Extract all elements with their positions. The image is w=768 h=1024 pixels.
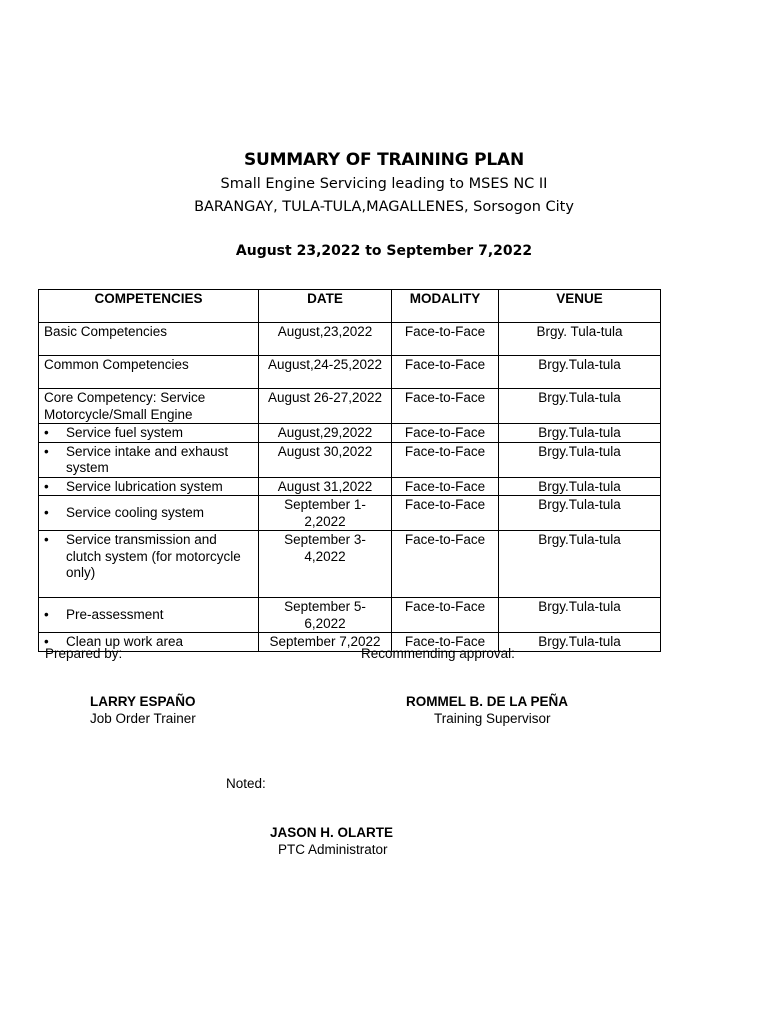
date-cell: September 1-2,2022 [259,496,392,531]
document-location: BARANGAY, TULA-TULA,MAGALLENES, Sorsogon City [194,199,574,215]
venue-cell: Brgy.Tula-tula [499,477,661,496]
venue-cell: Brgy.Tula-tula [499,496,661,531]
document-subtitle: Small Engine Servicing leading to MSES NC II [220,176,548,192]
venue-cell: Brgy.Tula-tula [499,598,661,633]
modality-cell: Face-to-Face [392,633,499,652]
venue-cell: Brgy.Tula-tula [499,424,661,443]
competency-cell: Basic Competencies [39,323,259,356]
bullet-icon: • [44,478,49,494]
venue-cell: Brgy.Tula-tula [499,442,661,477]
modality-cell: Face-to-Face [392,356,499,389]
table-row [39,442,661,477]
competency-label: Service lubrication system [66,478,223,494]
competency-cell [39,531,259,598]
table-row [39,477,661,496]
table-row [39,598,661,633]
noted-label: Noted: [226,776,266,791]
competency-label: Service cooling system [66,505,205,521]
competency-cell [39,442,259,477]
modality-cell: Face-to-Face [392,389,499,424]
bullet-icon: • [44,607,49,623]
preparer-name: LARRY ESPAÑO [90,694,196,709]
modality-cell: Face-to-Face [392,496,499,531]
preparer-role: Job Order Trainer [90,711,196,726]
date-cell: September 3-4,2022 [259,531,392,598]
competency-label: Service transmission and clutch system (for motorcycle only) [66,532,241,580]
venue-cell: Brgy.Tula-tula [499,389,661,424]
header-competencies: COMPETENCIES [39,290,259,323]
competency-cell [39,598,259,633]
table-row [39,531,661,598]
competency-label: Clean up work area [66,634,184,649]
date-cell: August,23,2022 [259,323,392,356]
competency-cell [39,496,259,531]
modality-cell: Face-to-Face [392,477,499,496]
venue-cell: Brgy.Tula-tula [499,531,661,598]
document-title: SUMMARY OF TRAINING PLAN [243,150,525,170]
table-row [39,356,661,389]
bullet-icon: • [44,443,49,459]
competency-cell: Core Competency: Service Motorcycle/Small Engine [39,389,259,424]
venue-cell: Brgy.Tula-tula [499,356,661,389]
training-plan-table [38,289,661,652]
venue-cell: Brgy.Tula-tula [499,633,661,652]
document-date-range: August 23,2022 to September 7,2022 [235,243,533,259]
date-cell: September 7,2022 [259,633,392,652]
modality-cell: Face-to-Face [392,424,499,443]
recommending-approval-label: Recommending approval: [361,646,515,661]
header-modality: MODALITY [392,290,499,323]
date-cell: August 31,2022 [259,477,392,496]
competency-cell [39,477,259,496]
date-cell: August 30,2022 [259,442,392,477]
header-date: DATE [259,290,392,323]
table-row [39,424,661,443]
date-cell: August,24-25,2022 [259,356,392,389]
recommender-name: ROMMEL B. DE LA PEÑA [406,694,569,709]
table-row [39,323,661,356]
header-venue: VENUE [499,290,661,323]
bullet-icon: • [44,425,49,440]
competency-label: Pre-assessment [66,607,164,623]
table-row [39,389,661,424]
modality-cell: Face-to-Face [392,598,499,633]
modality-cell: Face-to-Face [392,531,499,598]
modality-cell: Face-to-Face [392,442,499,477]
competency-label: Service fuel system [66,425,184,440]
prepared-by-label: Prepared by: [45,646,123,661]
noter-role: PTC Administrator [278,842,388,857]
modality-cell: Face-to-Face [392,323,499,356]
date-cell: August 26-27,2022 [259,389,392,424]
competency-cell [39,424,259,443]
competency-label: Service intake and exhaust system [66,443,229,475]
recommender-role: Training Supervisor [434,711,551,726]
bullet-icon: • [44,634,49,649]
table-header-row [39,290,661,323]
table-row [39,496,661,531]
bullet-icon: • [44,532,49,547]
date-cell: September 5-6,2022 [259,598,392,633]
competency-cell: Common Competencies [39,356,259,389]
bullet-icon: • [44,505,49,521]
noter-name: JASON H. OLARTE [270,825,394,840]
date-cell: August,29,2022 [259,424,392,443]
venue-cell: Brgy. Tula-tula [499,323,661,356]
table-row [39,633,661,652]
